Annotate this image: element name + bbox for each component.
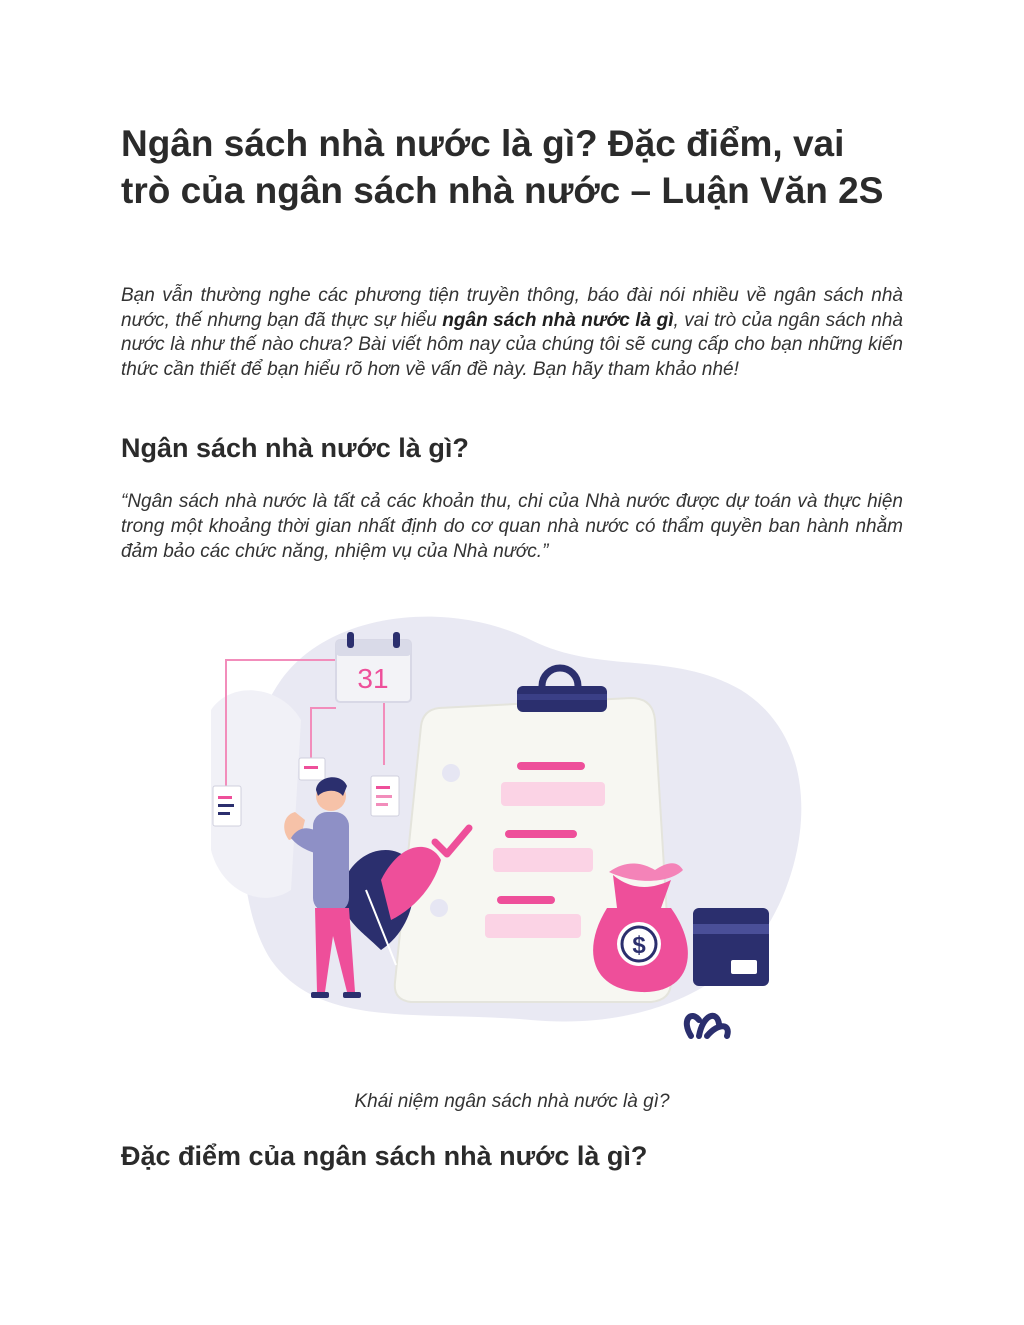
- intro-text-end: , vai trò của ngân sách nhà nước là như thế nào chưa? Bài viết hôm nay của chúng tôi sẽ cung cấp cho bạn những kiến thức cần thiết để bạn hiểu rõ hơn về vấn đề này. Bạn hãy tham khảo nhé!: [121, 309, 903, 380]
- section-heading-characteristics: Đặc điểm của ngân sách nhà nước là gì?: [121, 1141, 648, 1171]
- currency-symbol: $: [632, 932, 646, 959]
- calendar-day: 31: [357, 663, 389, 694]
- intro-bold-term: ngân sách nhà nước là gì: [442, 309, 674, 331]
- definition-quote: “Ngân sách nhà nước là tất cả các khoản thu, chi của Nhà nước được dự toán và thực hiện trong một khoảng thời gian nhất định do cơ quan nhà nước có thẩm quyền ban hành nhằm đảm bảo các chức năng, nhiệm vụ của Nhà nước.”: [121, 491, 903, 562]
- section-heading-definition: Ngân sách nhà nước là gì?: [121, 433, 469, 463]
- calendar-icon: [336, 632, 411, 702]
- page-title: Ngân sách nhà nước là gì? Đặc điểm, vai trò của ngân sách nhà nước – Luận Văn 2S: [121, 123, 884, 211]
- credit-card-icon: [693, 908, 769, 986]
- budget-illustration: [171, 590, 851, 1068]
- intro-text-start: Bạn vẫn thường nghe các phương tiện truyền thông, báo đài nói nhiều về ngân sách nhà nước, thế nhưng bạn đã thực sự hiểu: [121, 285, 903, 331]
- figure-caption: Khái niệm ngân sách nhà nước là gì?: [354, 1091, 670, 1112]
- leaf-decoration: [687, 1016, 728, 1036]
- intro-paragraph: [121, 284, 903, 382]
